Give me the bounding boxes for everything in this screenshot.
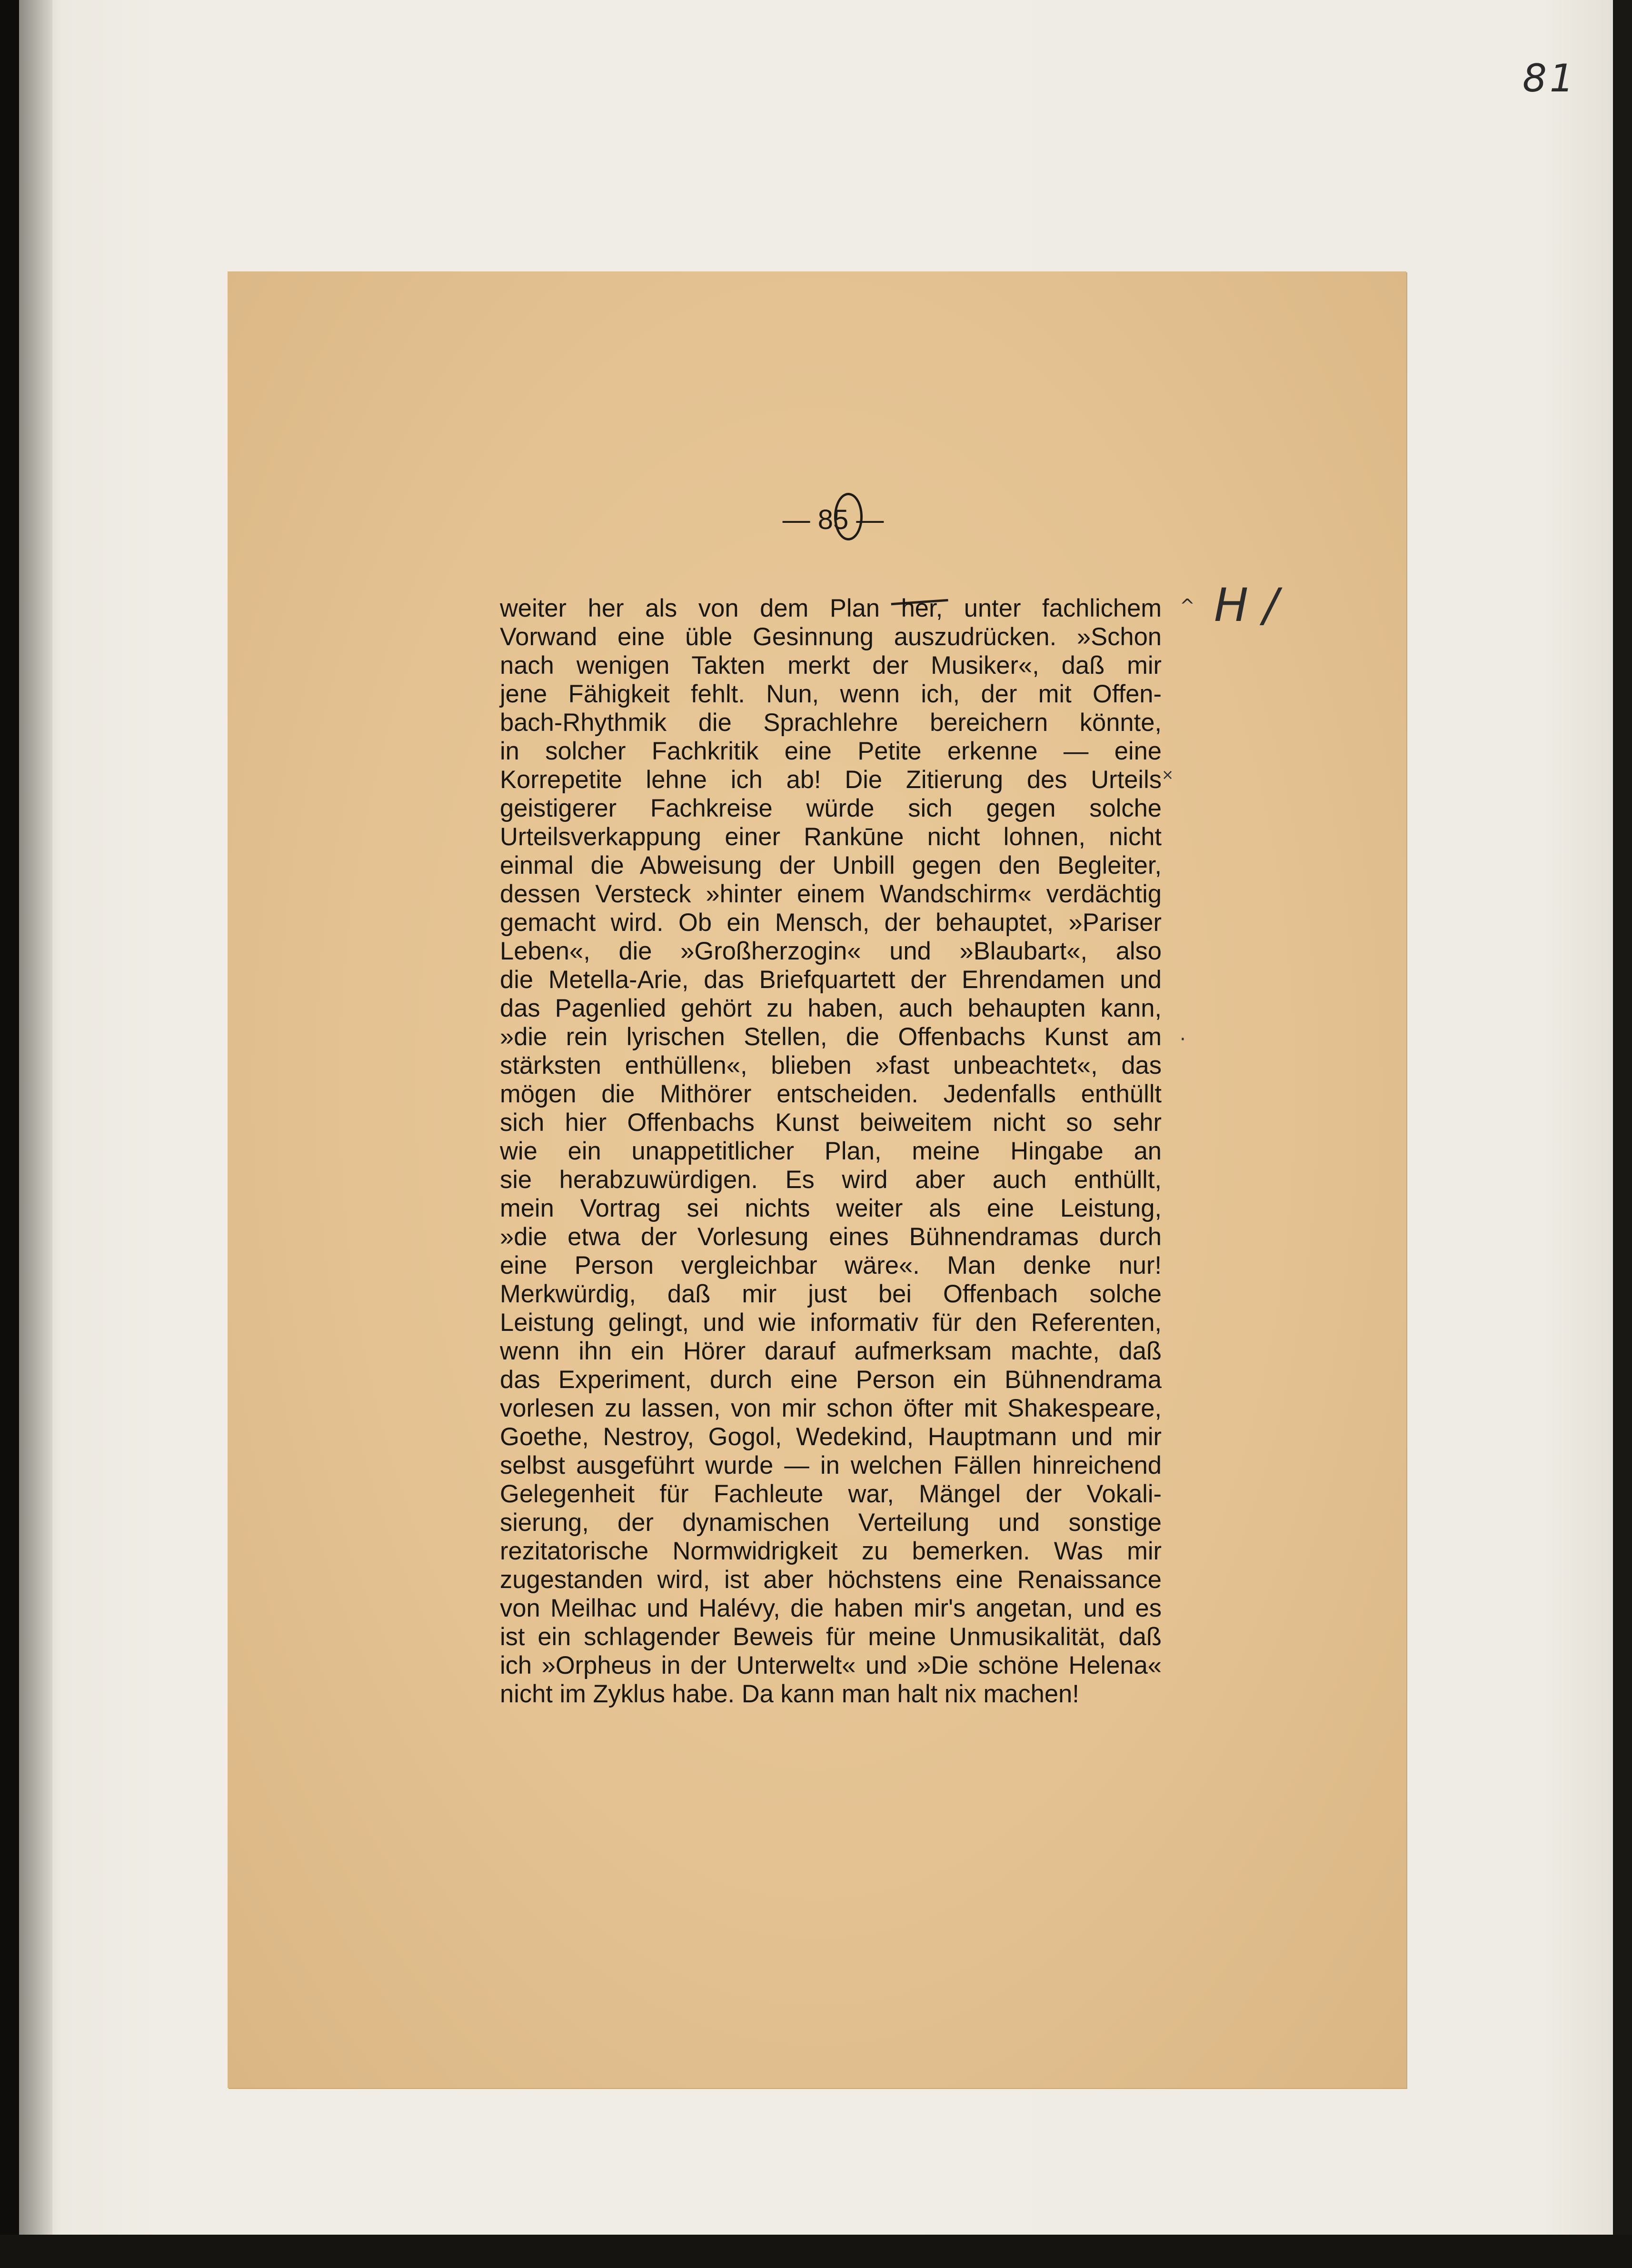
text-line: bach-Rhythmik die Sprachlehre bereichern könnte, [500, 709, 1162, 737]
text-line: »die rein lyrischen Stellen, die Offenbachs Kunst am [500, 1023, 1162, 1051]
text-line: in solcher Fachkritik eine Petite erkenne — eine [500, 737, 1162, 765]
text-line: Gelegenheit für Fachleute war, Mängel der Vokali- [500, 1480, 1162, 1508]
margin-annotation: H / [1214, 579, 1279, 632]
page-edge-bottom [0, 2235, 1632, 2268]
text-line: von Meilhac und Halévy, die haben mir's angetan, und es [500, 1594, 1162, 1622]
margin-caret-mark: ^ [1180, 595, 1195, 616]
text-line: die Metella-Arie, das Briefquartett der Ehrendamen und [500, 966, 1162, 994]
text-line: Korrepetite lehne ich ab! Die Zitierung des Urteils [500, 766, 1162, 794]
text-line: Merkwürdig, daß mir just bei Offenbach solche [500, 1280, 1162, 1308]
text-line: Leistung gelingt, und wie informativ für den Referenten, [500, 1309, 1162, 1337]
text-line: ist ein schlagender Beweis für meine Unmusikalität, daß [500, 1623, 1162, 1651]
margin-x-mark: × [1162, 767, 1174, 783]
text-line: dessen Versteck »hinter einem Wandschirm« verdächtig [500, 880, 1162, 908]
handwritten-folio-number: 81 [1523, 56, 1577, 100]
text-line: das Experiment, durch eine Person ein Bühnendrama [500, 1366, 1162, 1394]
text-line: mögen die Mithörer entscheiden. Jedenfalls enthüllt [500, 1080, 1162, 1108]
page-edge-right [1613, 0, 1632, 2268]
text-line: zugestanden wird, ist aber höchstens eine Renaissance [500, 1566, 1162, 1594]
body-text-block [500, 594, 1162, 1708]
text-line: Leben«, die »Großherzogin« und »Blaubart«, also [500, 937, 1162, 965]
text-line: geistigerer Fachkreise würde sich gegen solche [500, 794, 1162, 822]
text-line: nicht im Zyklus habe. Da kann man halt nix machen! [500, 1680, 1079, 1708]
text-line: gemacht wird. Ob ein Mensch, der behauptet, »Pariser [500, 909, 1162, 937]
text-line: vorlesen zu lassen, von mir schon öfter mit Shakespeare, [500, 1394, 1162, 1422]
text-line: nach wenigen Takten merkt der Musiker«, daß mir [500, 651, 1162, 679]
text-line: eine Person vergleichbar wäre«. Man denke nur! [500, 1251, 1162, 1279]
text-line: ich »Orpheus in der Unterwelt« und »Die schöne Helena« [500, 1651, 1162, 1679]
text-line: einmal die Abweisung der Unbill gegen den Begleiter, [500, 851, 1162, 879]
text-line: wie ein unappetitlicher Plan, meine Hingabe an [500, 1137, 1162, 1165]
text-line: jene Fähigkeit fehlt. Nun, wenn ich, der mit Offen- [500, 680, 1162, 708]
text-line: Goethe, Nestroy, Gogol, Wedekind, Hauptmann und mir [500, 1423, 1162, 1451]
text-line: Urteilsverkappung einer Rankūne nicht lohnen, nicht [500, 823, 1162, 851]
printed-page-number: — 85 — [782, 504, 884, 535]
text-line: weiter her als von dem Plan her, unter fachlichem [500, 594, 1162, 622]
text-line: Vorwand eine üble Gesinnung auszudrücken. »Schon [500, 623, 1162, 651]
text-line: selbst ausgeführt wurde — in welchen Fällen hinreichend [500, 1451, 1162, 1479]
text-line: »die etwa der Vorlesung eines Bühnendramas durch [500, 1223, 1162, 1251]
binding-spine [19, 0, 52, 2268]
text-line: sich hier Offenbachs Kunst beiweitem nicht so sehr [500, 1109, 1162, 1137]
text-line: mein Vortrag sei nichts weiter als eine Leistung, [500, 1194, 1162, 1222]
text-line: rezitatorische Normwidrigkeit zu bemerken. Was mir [500, 1537, 1162, 1565]
text-line: wenn ihn ein Hörer darauf aufmerksam machte, daß [500, 1337, 1162, 1365]
text-line: sie herabzuwürdigen. Es wird aber auch enthüllt, [500, 1166, 1162, 1194]
text-line: stärksten enthüllen«, blieben »fast unbeachtet«, das [500, 1051, 1162, 1079]
handwritten-correction-circle [834, 493, 863, 540]
margin-dot-mark: · [1180, 1029, 1186, 1050]
text-line: sierung, der dynamischen Verteilung und sonstige [500, 1509, 1162, 1537]
text-line: das Pagenlied gehört zu haben, auch behaupten kann, [500, 994, 1162, 1022]
